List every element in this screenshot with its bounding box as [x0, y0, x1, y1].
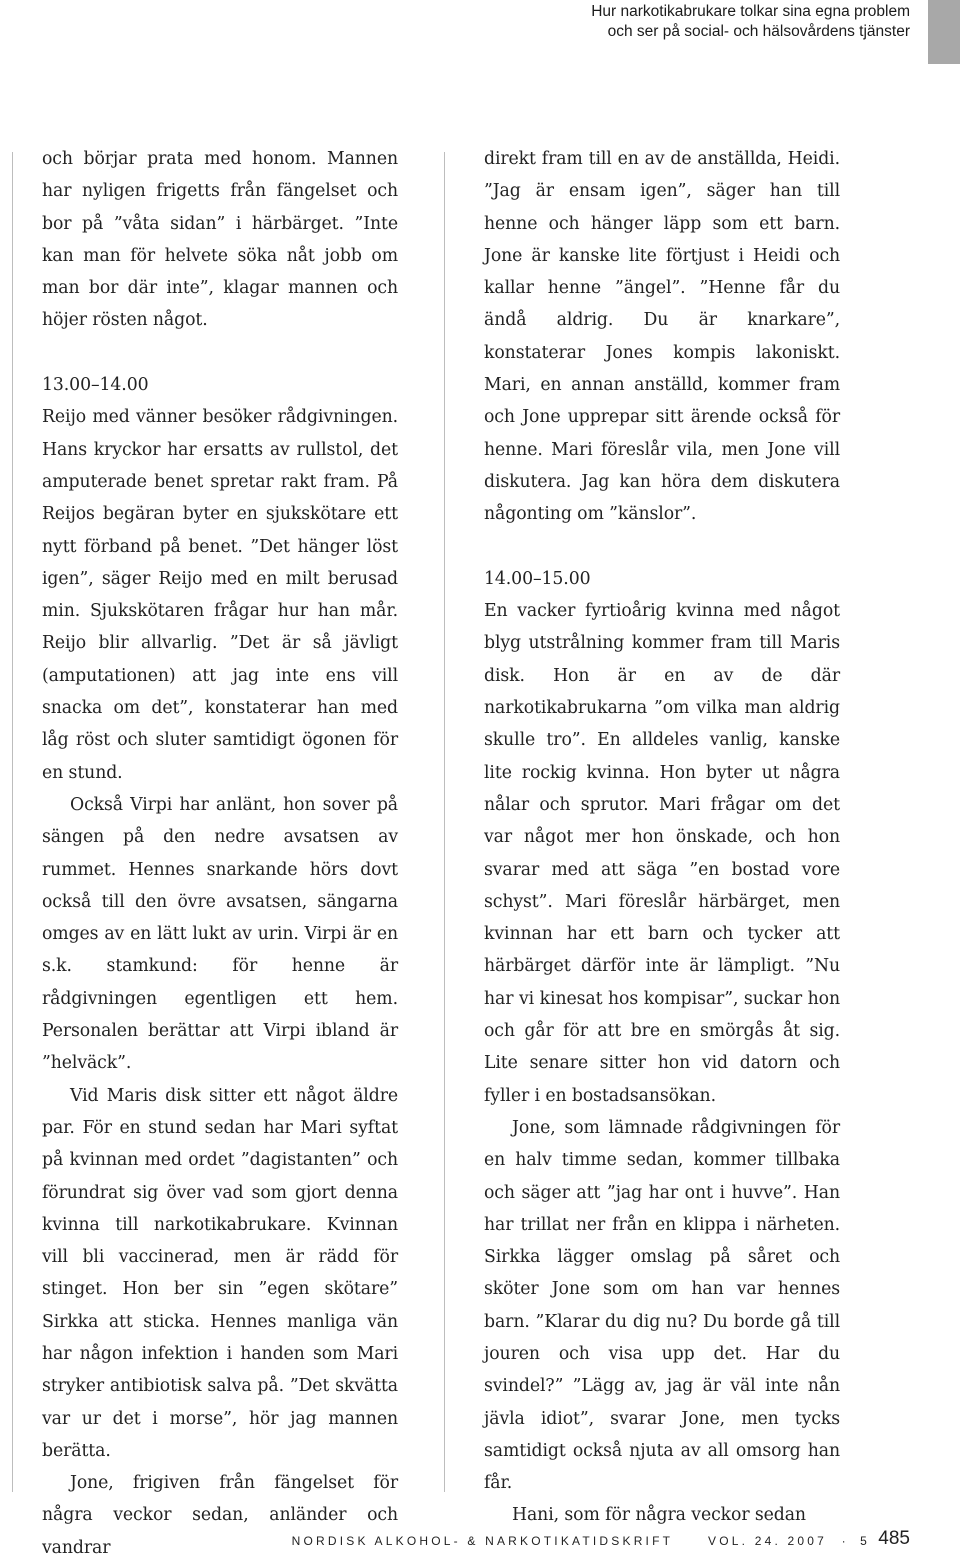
paragraph: Jone, som lämnade rådgivningen för en halv timme sedan, kommer tillbaka och säger att ”jag har ont i huvve”. Han har trillat ner från en klippa i närheten. Sirkka lägger omslag på såret och sköter Jone som om han var hennes barn. ”Klarar du dig nu? Du borde gå till jouren och visa upp det. Har du svindel?” ”Lägg av, jag är väl inte nån jävla idiot”, svarar Jone, men tycks samtidigt också njuta av all omsorg han får. [484, 1117, 840, 1494]
running-head [591, 2, 910, 42]
time-heading: 13.00–14.00 [42, 375, 149, 396]
footer-separator: · [841, 1534, 846, 1548]
corner-tab [928, 0, 960, 64]
journal-issue: 5 [860, 1534, 870, 1548]
page-number: 485 [878, 1528, 910, 1549]
paragraph: Vid Maris disk sitter ett något äldre par. För en stund sedan har Mari syftat på kvinnan med ordet ”dagistanten” och förundrat sig över vad som gjort denna kvinna till narkotikabrukare. Kvinnan vill bli vaccinerad, men är rädd för stinget. Hon ber sin ”egen skötare” Sirkka att sticka. Hennes manliga vän har någon infektion i handen som Mari stryker antibiotisk salva på. ”Det skvätta var ur det i morse”, hör jag mannen berätta. [42, 1085, 398, 1461]
running-head-line-2: och ser på social- och hälsovårdens tjänster [607, 23, 910, 40]
paragraph: direkt fram till en av de anställda, Heidi. ”Jag är ensam igen”, säger han till henne och hänger läpp som ett barn. Jone är kanske lite förtjust i Heidi och kallar henne ”ängel”. ”Henne får du ändå aldrig. Du är knarkare”, konstaterar Jones kompis lakoniskt. Mari, en annan anställd, kommer fram och Jone upprepar sitt ärende också för henne. Mari föreslår vila, men Jone vill diskutera. Jag kan höra dem diskutera någonting om ”känslor”. [484, 149, 840, 525]
journal-volume: VOL. 24. 2007 [708, 1534, 828, 1548]
paragraph: Hani, som för några veckor sedan [512, 1505, 806, 1526]
journal-footer [292, 1534, 870, 1548]
left-margin-rule [12, 152, 13, 1492]
paragraph: En vacker fyrtioårig kvinna med något blyg utstrålning kommer fram till Maris disk. Hon är en av de där narkotikabrukarna ”om vilka man aldrig skulle tro”. En alldeles vanlig, kanske lite rockig kvinna. Hon byter ut några nålar och sprutor. Mari frågar om det var något mer hon önskade, och hon svarar med att säga ”en bostad vore schyst”. Mari föreslår härbärget, men kvinnan har ett barn och tycker att härbärget därför inte är lämpligt. ”Nu har vi kinesat hos kompisar”, suckar hon och går för att bre en smörgås åt sig. Lite senare sitter hon vid datorn och fyller i en bostadsansökan. [484, 601, 840, 1106]
left-column [42, 143, 398, 1564]
column-divider-rule [444, 152, 445, 1492]
paragraph: Reijo med vänner besöker rådgivningen. Hans kryckor har ersatts av rullstol, det amputerade benet spretar rakt fram. På Reijos begäran byter en sjukskötare ett nytt förband på benet. ”Det hänger löst igen”, säger Reijo med en milt berusad min. Sjukskötaren frågar hur han mår. Reijo blir allvarlig. ”Det är så jävligt (amputationen) att jag inte ens vill snacka om det”, konstaterar han med låg röst och sluter samtidigt ögonen för en stund. [42, 407, 398, 783]
journal-name: NORDISK ALKOHOL- & NARKOTIKATIDSKRIFT [291, 1534, 673, 1548]
time-heading: 14.00–15.00 [484, 568, 591, 589]
right-column [484, 143, 840, 1532]
running-head-line-1: Hur narkotikabrukare tolkar sina egna problem [591, 3, 910, 20]
paragraph: Jone, frigiven från fängelset för några veckor sedan, anländer och vandrar [42, 1473, 398, 1558]
paragraph: Också Virpi har anlänt, hon sover på sängen på den nedre avsatsen av rummet. Hennes snarkande hörs dovt också till den övre avsatsen, sängarna omges av en lätt lukt av urin. Virpi är en s.k. stamkund: för henne är rådgivningen egentligen ett hem. Personalen berättar att Virpi ibland är ”helväck”. [42, 794, 398, 1074]
paragraph: och börjar prata med honom. Mannen har nyligen frigetts från fängelset och bor på ”våta sidan” i härbärget. ”Inte kan man för helvete söka nåt jobb om man bor där inte”, klagar mannen och höjer rösten något. [42, 149, 398, 331]
